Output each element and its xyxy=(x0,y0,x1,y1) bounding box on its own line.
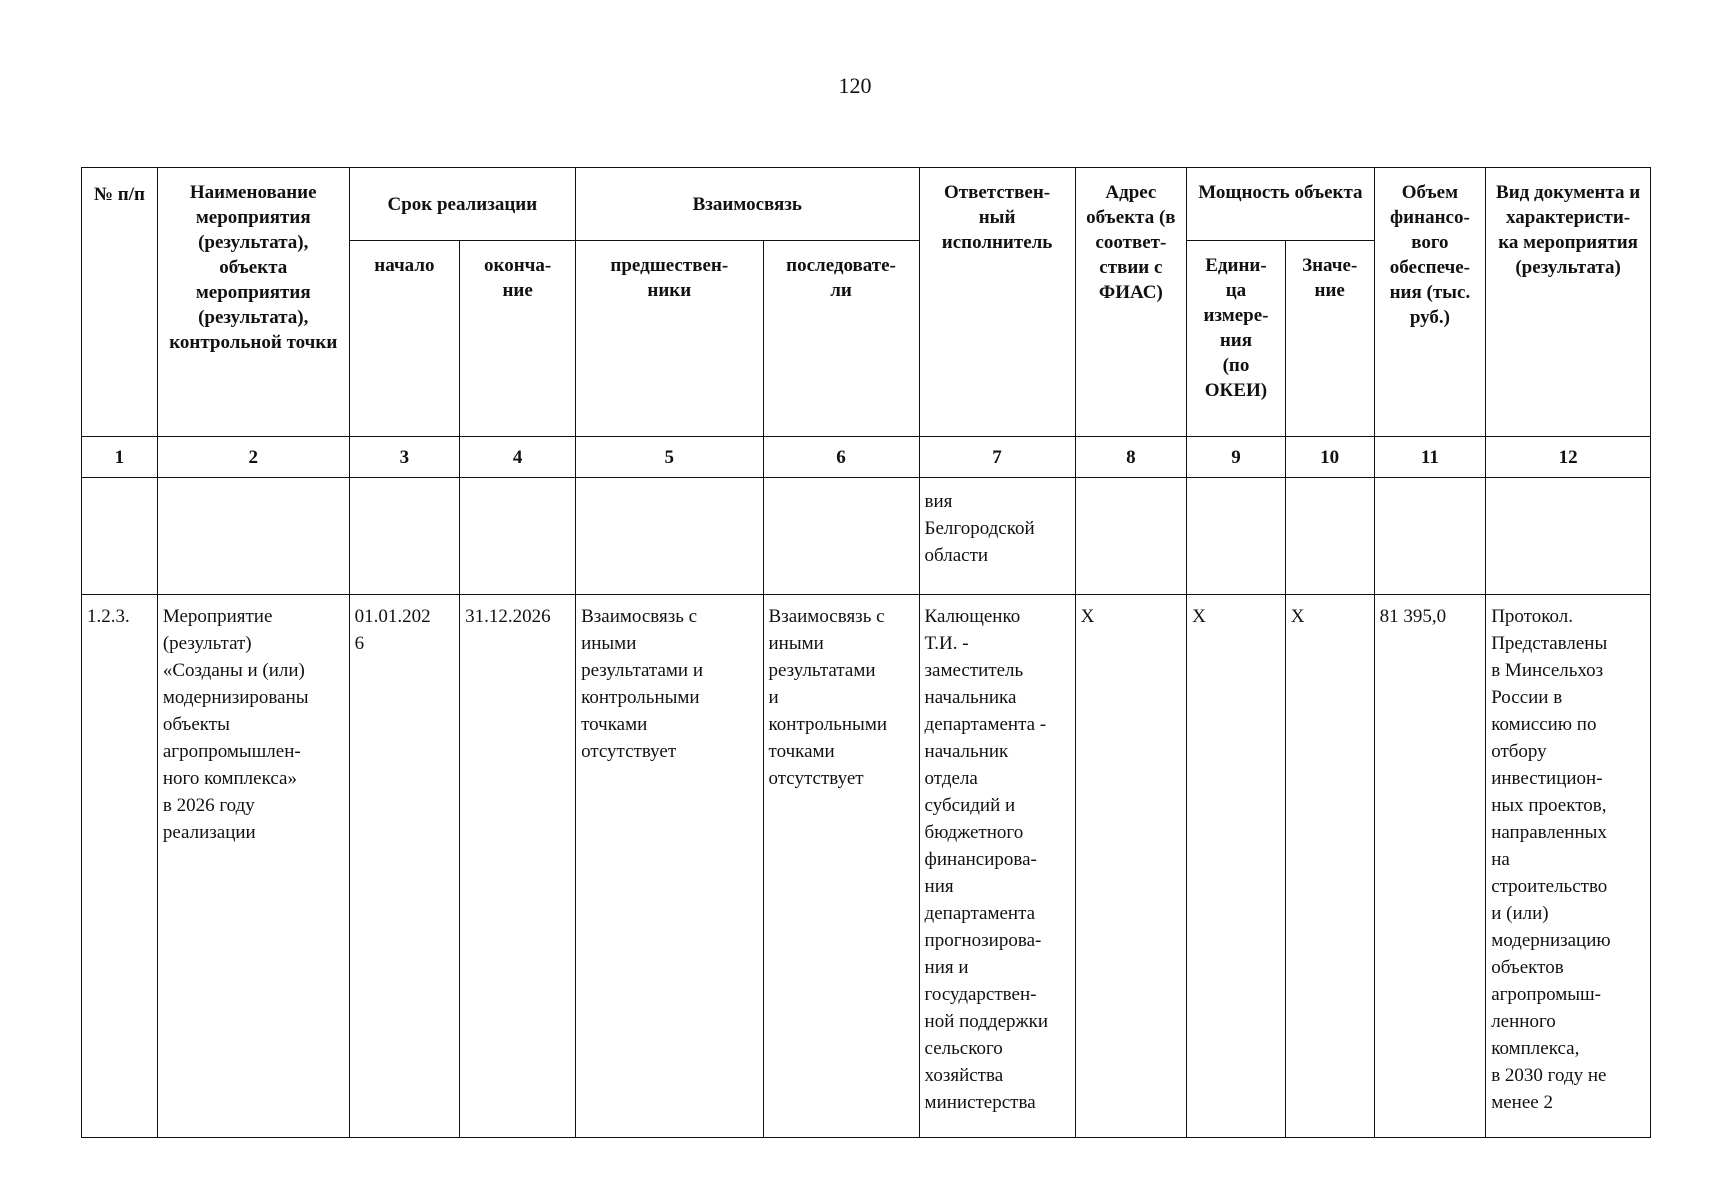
cell-empty xyxy=(1374,478,1486,595)
col-number: 11 xyxy=(1374,437,1486,478)
cell-responsible-continued: вия Белгородской области xyxy=(919,478,1075,595)
header-successors: последовате- ли xyxy=(763,241,919,437)
col-number: 7 xyxy=(919,437,1075,478)
cell-unit: Х xyxy=(1187,595,1286,1138)
col-number: 5 xyxy=(576,437,763,478)
col-number: 3 xyxy=(349,437,460,478)
header-volume: Объем финансо- вого обеспече- ния (тыс. руб.) xyxy=(1374,168,1486,437)
header-end: оконча- ние xyxy=(460,241,576,437)
col-number: 9 xyxy=(1187,437,1286,478)
page-number: 120 xyxy=(838,73,872,98)
col-number: 6 xyxy=(763,437,919,478)
col-number: 10 xyxy=(1285,437,1374,478)
col-number: 12 xyxy=(1486,437,1651,478)
table-row xyxy=(82,595,1651,1138)
events-table xyxy=(81,167,1651,1138)
cell-start: 01.01.202 6 xyxy=(349,595,460,1138)
header-predecessors: предшествен- ники xyxy=(576,241,763,437)
header-unit: Едини- ца измере- ния (по ОКЕИ) xyxy=(1187,241,1286,437)
cell-empty xyxy=(460,478,576,595)
cell-responsible: Калющенко Т.И. - заместитель начальника департамента - начальник отдела субсидий и бюджетного финансирова- ния департамента прогнозирова- ния и государствен- ной поддержки сельского хозяйства министерства xyxy=(919,595,1075,1138)
cell-empty xyxy=(1285,478,1374,595)
header-value: Значе- ние xyxy=(1285,241,1374,437)
column-number-row xyxy=(82,437,1651,478)
cell-end: 31.12.2026 xyxy=(460,595,576,1138)
header-link: Взаимосвязь xyxy=(576,168,919,241)
cell-empty xyxy=(576,478,763,595)
header-address: Адрес объекта (в соответ- ствии с ФИАС) xyxy=(1075,168,1187,437)
cell-address: Х xyxy=(1075,595,1187,1138)
cell-predecessors: Взаимосвязь с иными результатами и контрольными точками отсутствует xyxy=(576,595,763,1138)
col-number: 2 xyxy=(157,437,349,478)
cell-empty xyxy=(1075,478,1187,595)
cell-empty xyxy=(1486,478,1651,595)
cell-document: Протокол. Представлены в Минсельхоз России в комиссию по отбору инвестицион- ных проектов, направленных на строительство и (или) модернизацию объектов агропромыш- ленного комплекса, в 2030 году не менее 2 xyxy=(1486,595,1651,1138)
header-power: Мощность объекта xyxy=(1187,168,1374,241)
header-num: № п/п xyxy=(82,168,158,437)
cell-empty xyxy=(763,478,919,595)
header-name: Наименование мероприятия (результата), объекта мероприятия (результата), контрольной точки xyxy=(157,168,349,437)
cell-successors: Взаимосвязь с иными результатами и контрольными точками отсутствует xyxy=(763,595,919,1138)
header-start: начало xyxy=(349,241,460,437)
cell-volume: 81 395,0 xyxy=(1374,595,1486,1138)
cell-empty xyxy=(82,478,158,595)
col-number: 1 xyxy=(82,437,158,478)
header-row xyxy=(82,168,1651,241)
col-number: 8 xyxy=(1075,437,1187,478)
header-document: Вид документа и характеристи- ка мероприятия (результата) xyxy=(1486,168,1651,437)
cell-name: Мероприятие (результат) «Созданы и (или) модернизированы объекты агропромышлен- ного комплекса» в 2026 году реализации xyxy=(157,595,349,1138)
cell-empty xyxy=(157,478,349,595)
cell-empty xyxy=(349,478,460,595)
header-term: Срок реализации xyxy=(349,168,575,241)
col-number: 4 xyxy=(460,437,576,478)
header-responsible: Ответствен- ный исполнитель xyxy=(919,168,1075,437)
cell-empty xyxy=(1187,478,1286,595)
cell-value: Х xyxy=(1285,595,1374,1138)
continuation-row xyxy=(82,478,1651,595)
cell-num: 1.2.3. xyxy=(82,595,158,1138)
